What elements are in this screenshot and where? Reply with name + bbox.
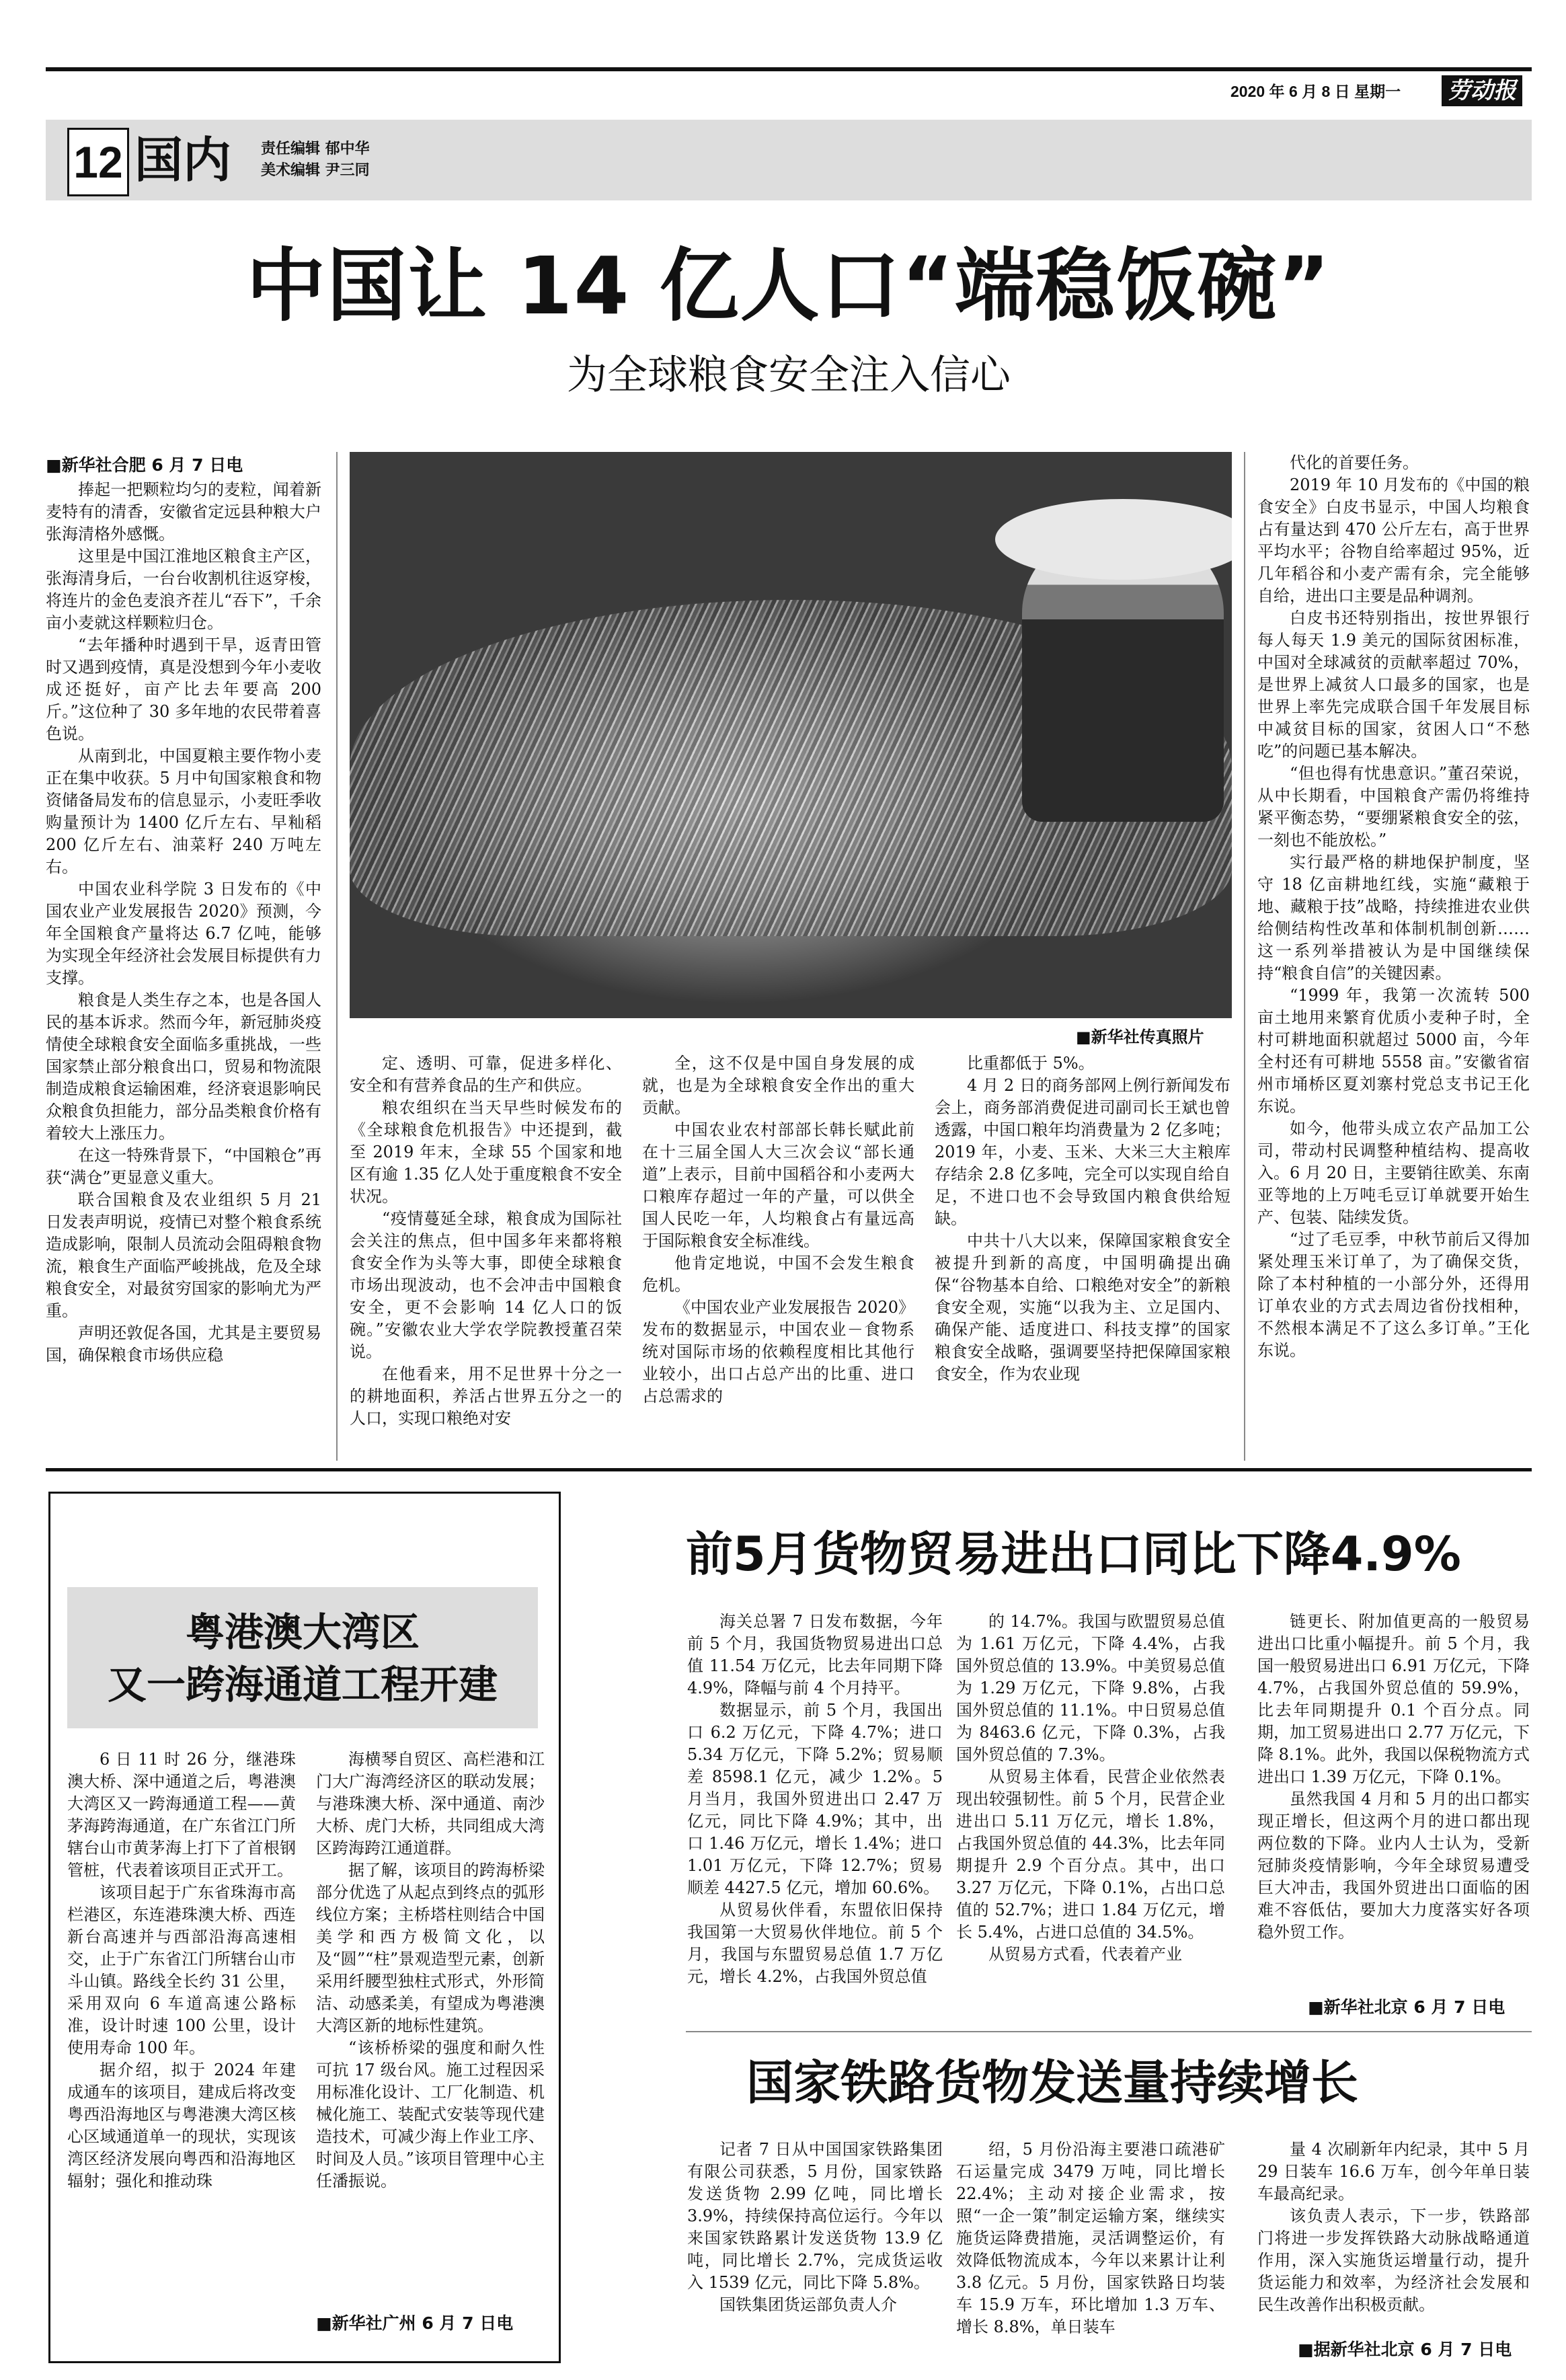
paragraph: 国铁集团货运部负责人介 <box>719 2295 897 2314</box>
paragraph: 从贸易方式看，代表着产业 <box>988 1945 1182 1964</box>
story-separator <box>686 2031 1532 2032</box>
paragraph: 全，这不仅是中国自身发展的成就，也是为全球粮食安全作出的重大贡献。 <box>642 1054 914 1117</box>
paragraph: 在他看来，用不足世界十分之一的耕地面积，养活占世界五分之一的人口，实现口粮绝对安 <box>350 1365 622 1428</box>
trade-dateline: ■新华社北京 6 月 7 日电 <box>1308 1997 1505 2017</box>
paragraph: 从南到北，中国夏粮主要作物小麦正在集中收获。5 月中旬国家粮食和物资储备局发布的信息显示，小麦旺季收购量预计为 1400 亿斤左右、早籼稻 200 亿斤左右、油菜籽 240 万吨左右。 <box>46 746 321 876</box>
rail-column-1 <box>687 2139 943 2360</box>
title-line-1: 粤港澳大湾区 <box>185 1609 420 1655</box>
paragraph: 粮农组织在当天早些时候发布的《全球粮食危机报告》中还提到，截至 2019 年末，全球 55 个国家和地区有逾 1.35 亿人处于重度粮食不安全状况。 <box>350 1098 622 1206</box>
art-editor: 美术编辑 尹三同 <box>261 162 370 179</box>
main-column-5 <box>1257 452 1530 1463</box>
paragraph: 《中国农业产业发展报告 2020》发布的数据显示，中国农业－食物系统对国际市场的依赖程度相比其他行业较小，出口占总产出的比重、进口占总需求的 <box>642 1298 914 1406</box>
paragraph: 在这一特殊背景下，“中国粮仓”再获“满仓”更显意义重大。 <box>46 1146 321 1187</box>
trade-column-3 <box>1257 1611 1530 1991</box>
paragraph: 海横琴自贸区、高栏港和江门大广海湾经济区的联动发展；与港珠澳大桥、深中通道、南沙大桥、虎门大桥，共同组成大湾区跨海跨江通道群。 <box>316 1750 545 1857</box>
straw-hat <box>995 499 1232 580</box>
paragraph: 海关总署 7 日发布数据，今年前 5 个月，我国货物贸易进出口总值 11.54 万亿元，比去年同期下降 4.9%，降幅与前 4 个月持平。 <box>687 1612 943 1697</box>
paragraph: 链更长、附加值更高的一般贸易进出口比重小幅提升。前 5 个月，我国一般贸易进出口 6.91 万亿元，下降 4.7%，占我国外贸总值的 59.9%，比去年同期提升 0.1 个百分点。同期，加工贸易进出口 2.77 万亿元，下降 8.1%。此外，我国以保税物流方式进出口 1.39 万亿元，下降 0.1%。 <box>1257 1612 1530 1786</box>
paragraph: “过了毛豆季，中秋节前后又得加紧处理玉米订单了，为了确保交货，除了本村种植的一小部分外，还得用订单农业的方式去周边省份找相种，不然根本满足不了这么多订单。”王化东说。 <box>1257 1230 1530 1360</box>
paragraph: 比重都低于 5%。 <box>967 1054 1095 1073</box>
paragraph: 绍，5 月份沿海主要港口疏港矿石运量完成 3479 万吨，同比增长 22.4%；主动对接企业需求，按照“一企一策”制定运输方案，继续实施货运降费措施，灵活调整运价，有效降低物流成本，今年以来累计让利 3.8 亿元。5 月份，国家铁路日均装车 15.9 万车，环比增加 1.3 万车、增长 8.8%，单日装车 <box>956 2140 1225 2336</box>
editor: 责任编辑 郁中华 <box>261 141 370 157</box>
photo-credit: ■新华社传真照片 <box>1076 1028 1204 1046</box>
paragraph: 从贸易伙伴看，东盟依旧保持我国第一大贸易伙伴地位。前 5 个月，我国与东盟贸易总值 1.7 万亿元，增长 4.2%，占我国外贸总值 <box>687 1901 943 1986</box>
paragraph: “该桥桥梁的强度和耐久性可抗 17 级台风。施工过程因采用标准化设计、工厂化制造、机械化施工、装配式安装等现代建造技术，可减少海上作业工序、时间及人员。”该项目管理中心主任潘振说。 <box>316 2038 545 2190</box>
page-number: 12 <box>67 128 129 196</box>
paragraph: 2019 年 10 月发布的《中国的粮食安全》白皮书显示，中国人均粮食占有量达到 470 公斤左右，高于世界平均水平；谷物自给率超过 95%，近几年稻谷和小麦产需有余，完全能够自给，进出口主要是品种调剂。 <box>1257 475 1530 605</box>
trade-column-2 <box>956 1611 1225 2021</box>
paragraph: “但也得有忧患意识。”董召荣说，从中长期看，中国粮食产需仍将维持紧平衡态势，“要绷紧粮食安全的弦，一刻也不能放松。” <box>1257 764 1530 849</box>
top-rule <box>46 67 1532 71</box>
main-column-1 <box>46 479 321 1461</box>
paragraph: 该项目起于广东省珠海市高栏港区，东连港珠澳大桥、西连新台高速并与西部沿海高速相交，止于广东省江门所辖台山市斗山镇。路线全长约 31 公里，采用双向 6 车道高速公路标准，设计时速 100 公里，设计使用寿命 100 年。 <box>67 1883 296 2057</box>
title-line-2: 又一跨海通道工程开建 <box>107 1662 498 1707</box>
paragraph: 实行最严格的耕地保护制度，坚守 18 亿亩耕地红线，实施“藏粮于地、藏粮于技”战略，持续推进农业供给侧结构性改革和体制机制创新……这一系列举措被认为是中国继续保持“粮食自信”的关键因素。 <box>1257 853 1530 983</box>
paragraph: 这里是中国江淮地区粮食主产区，张海清身后，一台台收割机往返穿梭，将连片的金色麦浪齐茬儿“吞下”，千余亩小麦就这样颗粒归仓。 <box>46 547 321 632</box>
paragraph: 粮食是人类生存之本，也是各国人民的基本诉求。然而今年，新冠肺炎疫情使全球粮食安全面临多重挑战，一些国家禁止部分粮食出口，贸易和物流限制造成粮食运输困难，经济衰退影响民众粮食负担能力，部分品类粮食价格有着较大上涨压力。 <box>46 991 321 1143</box>
wheat-harvest-photo <box>350 452 1232 1018</box>
main-column-4 <box>935 1052 1230 1463</box>
main-column-3 <box>642 1052 914 1463</box>
bay-area-dateline: ■新华社广州 6 月 7 日电 <box>316 2313 514 2333</box>
section-name: 国内 <box>134 131 232 188</box>
rail-headline: 国家铁路货物发送量持续增长 <box>746 2055 1358 2110</box>
paragraph: “疫情蔓延全球，粮食成为国际社会关注的焦点，但中国多年来都将粮食安全作为头等大事，即使全球粮食市场出现波动，也不会冲击中国粮食安全，更不会影响 14 亿人口的饭碗。”安徽农业大学农学院教授董召荣说。 <box>350 1209 622 1361</box>
trade-headline: 前5月货物贸易进出口同比下降4.9% <box>686 1527 1461 1582</box>
issue-date: 2020 年 6 月 8 日 星期一 <box>1230 83 1401 100</box>
paragraph: 该负责人表示，下一步，铁路部门将进一步发挥铁路大动脉战略通道作用，深入实施货运增量行动，提升货运能力和效率，为经济社会发展和民生改善作出积极贡献。 <box>1257 2206 1530 2314</box>
paragraph: 中共十八大以来，保障国家粮食安全被提升到新的高度，中国明确提出确保“谷物基本自给、口粮绝对安全”的新粮食安全观，实施“以我为主、立足国内、确保产能、适度进口、科技支撑”的国家粮食安全战略，强调要坚持把保障国家粮食安全，作为农业现 <box>935 1231 1230 1383</box>
paragraph: 白皮书还特别指出，按世界银行每人每天 1.9 美元的国际贫困标准，中国对全球减贫的贡献率超过 70%，是世界上减贫人口最多的国家，也是世界上率先完成联合国千年发展目标中减贫目标的国家，贫困人口“不愁吃”的问题已基本解决。 <box>1257 609 1530 761</box>
paragraph: 虽然我国 4 月和 5 月的出口都实现正增长，但这两个月的进口都出现两位数的下降。业内人士认为，受新冠肺炎疫情影响，今年全球贸易遭受巨大冲击，我国外贸进出口面临的困难不容低估，要加大力度落实好各项稳外贸工作。 <box>1257 1790 1530 1942</box>
main-dateline: ■新华社合肥 6 月 7 日电 <box>46 455 243 475</box>
paragraph: 量 4 次刷新年内纪录，其中 5 月 29 日装车 16.6 万车，创今年单日装车最高纪录。 <box>1257 2140 1530 2203</box>
editor-credits <box>261 139 370 182</box>
paragraph: 的 14.7%。我国与欧盟贸易总值为 1.61 万亿元，下降 4.4%，占我国外贸总值的 13.9%。中美贸易总值为 1.29 万亿元，下降 9.8%，占我国外贸总值的 11.1%。中日贸易总值为 8463.6 亿元，下降 0.3%，占我国外贸总值的 7.3%。 <box>956 1612 1225 1764</box>
bay-area-column-2 <box>316 1749 545 2307</box>
paragraph: 中国农业科学院 3 日发布的《中国农业产业发展报告 2020》预测，今年全国粮食产量将达 6.7 亿吨，能够为实现全年经济社会发展目标提供有力支撑。 <box>46 880 321 987</box>
column-rule <box>1244 452 1245 1461</box>
paragraph: 记者 7 日从中国国家铁路集团有限公司获悉，5 月份，国家铁路发送货物 2.99 亿吨，同比增长 3.9%，持续保持高位运行。今年以来国家铁路累计发送货物 13.9 亿吨，同比增长 2.7%，完成货运收入 1539 亿元，同比下降 5.8%。 <box>687 2140 943 2292</box>
paragraph: 中国农业农村部部长韩长赋此前在十三届全国人大三次会议“部长通道”上表示，目前中国稻谷和小麦两大口粮库存超过一年的产量，可以供全国人民吃一年，人均粮食占有量远高于国际粮食安全标准线。 <box>642 1120 914 1250</box>
paragraph: 从贸易主体看，民营企业依然表现出较强韧性。前 5 个月，民营企业进出口 5.11 万亿元，增长 1.8%，占我国外贸总值的 44.3%，比去年同期提升 2.9 个百分点。其中，出口 3.27 万亿元，下降 0.1%，占出口总值的 52.7%；进口 1.84 万亿元，增长 5.4%，占进口总值的 34.5%。 <box>956 1767 1225 1942</box>
paragraph: 如今，他带头成立农产品加工公司，带动村民调整种植结构、提高收入。6 月 20 日，主要销往欧美、东南亚等地的上万吨毛豆订单就要开始生产、包装、陆续发货。 <box>1257 1119 1530 1227</box>
paragraph: 代化的首要任务。 <box>1290 453 1419 472</box>
section-divider <box>46 1468 1532 1471</box>
paragraph: 他肯定地说，中国不会发生粮食危机。 <box>642 1254 914 1295</box>
trade-column-1 <box>687 1611 943 2021</box>
rail-column-3 <box>1257 2139 1530 2334</box>
paragraph: 定、透明、可靠，促进多样化、安全和有营养食品的生产和供应。 <box>350 1054 622 1095</box>
story-greater-bay-area-title <box>67 1587 538 1728</box>
paragraph: “去年播种时遇到干旱，返青田管时又遇到疫情，真是没想到今年小麦收成还挺好，亩产比去年要高 200 斤。”这位种了 30 多年地的农民带着喜色说。 <box>46 636 321 743</box>
paragraph: 据了解，该项目的跨海桥梁部分优选了从起点到终点的弧形线位方案；主桥塔柱则结合中国美学和西方极简文化，以及“圆”“柱”景观造型元素，创新采用纤腰型独柱式形式，外形简洁、动感柔美，有望成为粤港澳大湾区新的地标性建筑。 <box>316 1861 545 2035</box>
main-headline: 中国让 14 亿人口“端稳饭碗” <box>246 239 1331 332</box>
rail-column-2 <box>956 2139 1225 2360</box>
paragraph: 6 日 11 时 26 分，继港珠澳大桥、深中通道之后，粤港澳大湾区又一跨海通道工程——黄茅海跨海通道，在广东省江门所辖台山市黄茅海上打下了首根钢管桩，代表着该项目正式开工。 <box>67 1750 296 1880</box>
paragraph: 4 月 2 日的商务部网上例行新闻发布会上，商务部消费促进司副司长王斌也曾透露，中国口粮年均消费量为 2 亿多吨；2019 年，小麦、玉米、大米三大主粮库存结余 2.8 亿多吨，完全可以实现自给自足，不进口也不会导致国内粮食供给短缺。 <box>935 1076 1230 1228</box>
main-column-2 <box>350 1052 622 1463</box>
paragraph: 捧起一把颗粒均匀的麦粒，闻着新麦特有的清香，安徽省定远县种粮大户张海清格外感慨。 <box>46 480 321 543</box>
column-rule <box>336 452 338 1461</box>
rail-dateline: ■据新华社北京 6 月 7 日电 <box>1298 2340 1512 2359</box>
paragraph: “1999 年，我第一次流转 500 亩土地用来繁育优质小麦种子时，全村可耕地面积就超过 5000 亩，今年全村还有可耕地 5558 亩。”安徽省宿州市埇桥区夏刘寨村党总支书记王化东说。 <box>1257 986 1530 1116</box>
bay-area-column-1 <box>67 1749 296 2347</box>
paragraph: 联合国粮食及农业组织 5 月 21 日发表声明说，疫情已对整个粮食系统造成影响，限制人员流动会阻碍粮食物流，粮食生产面临严峻挑战，危及全球粮食安全，对最贫穷国家的影响尤为严重。 <box>46 1190 321 1320</box>
paragraph: 据介绍，拟于 2024 年建成通车的该项目，建成后将改变粤西沿海地区与粤港澳大湾区核心区域通道单一的现状，实现该湾区经济发展向粤西和沿海地区辐射；强化和推动珠 <box>67 2061 296 2190</box>
paragraph: 数据显示，前 5 个月，我国出口 6.2 万亿元，下降 4.7%；进口 5.34 万亿元，下降 5.2%；贸易顺差 8598.1 亿元，减少 1.2%。5 月当月，我国外贸进出口 2.47 万亿元，同比下降 4.9%；其中，出口 1.46 万亿元，增长 1.4%；进口 1.01 万亿元，下降 12.7%；贸易顺差 4427.5 亿元，增加 60.6%。 <box>687 1701 943 1897</box>
paragraph: 声明还敦促各国，尤其是主要贸易国，确保粮食市场供应稳 <box>46 1323 321 1365</box>
main-subheadline: 为全球粮食安全注入信心 <box>567 352 1011 399</box>
newspaper-logo: 劳动报 <box>1442 75 1522 106</box>
